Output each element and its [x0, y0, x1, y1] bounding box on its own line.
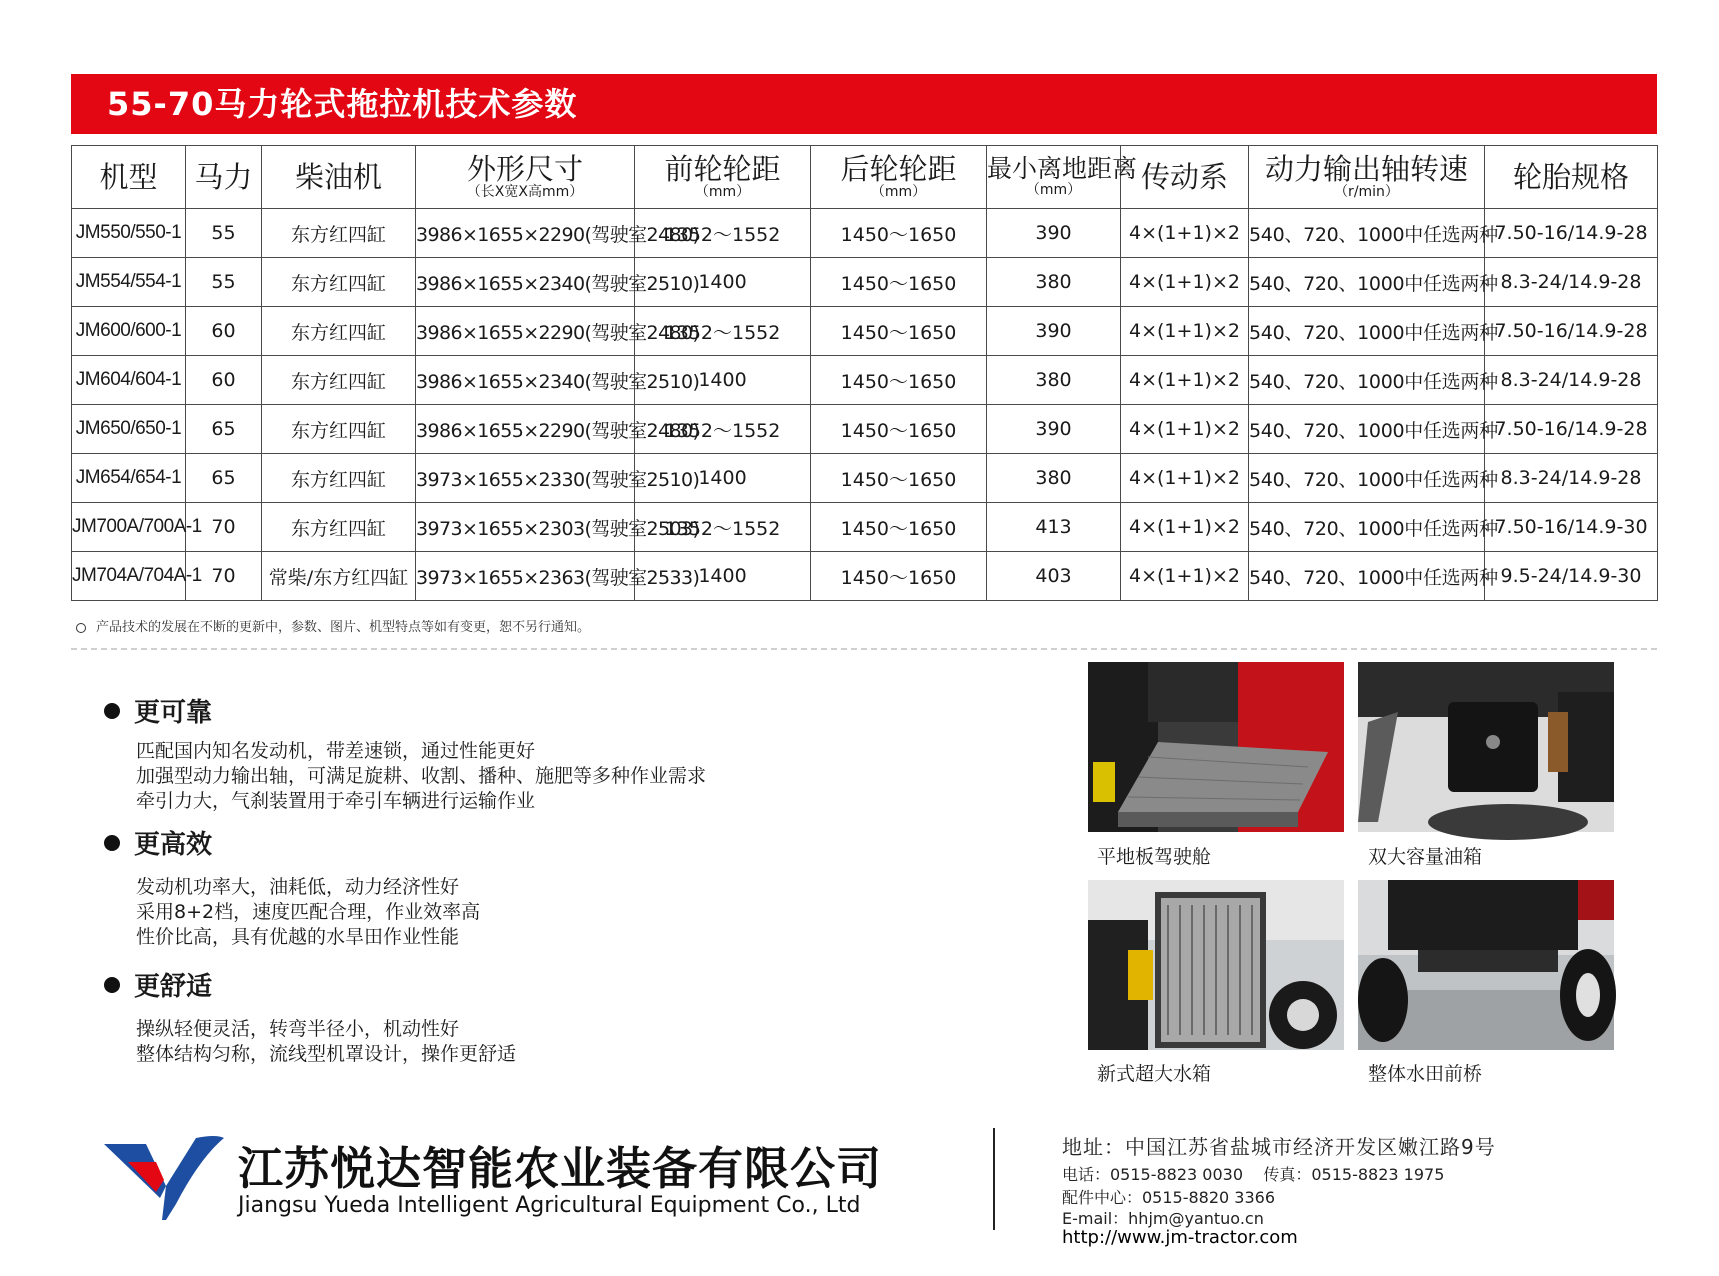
cell-model: JM654/654-1 [72, 454, 186, 503]
cell-pto-speed: 540、720、1000中任选两种 [1249, 552, 1485, 601]
cell-rear-track: 1450～1650 [811, 307, 987, 356]
cell-ground-clearance: 390 [987, 307, 1121, 356]
contact-phone-fax: 电话：0515-8823 0030 传真：0515-8823 1975 [1062, 1165, 1445, 1184]
contact-address: 地址：中国江苏省盐城市经济开发区嫩江路9号 [1062, 1135, 1496, 1159]
photo-caption: 平地板驾驶舱 [1097, 846, 1212, 868]
cell-tire-spec: 7.50-16/14.9-28 [1485, 405, 1658, 454]
cell-model: JM604/604-1 [72, 356, 186, 405]
feature-efficient [104, 824, 480, 950]
photo-paddy-front-axle [1358, 880, 1614, 1050]
cell-transmission: 4×(1+1)×2 [1121, 307, 1249, 356]
cell-horsepower: 70 [186, 503, 262, 552]
cell-model: JM554/554-1 [72, 258, 186, 307]
cell-rear-track: 1450～1650 [811, 209, 987, 258]
cell-rear-track: 1450～1650 [811, 258, 987, 307]
cell-transmission: 4×(1+1)×2 [1121, 209, 1249, 258]
feature-line: 牵引力大，气刹装置用于牵引车辆进行运输作业 [136, 790, 536, 812]
cell-ground-clearance: 390 [987, 405, 1121, 454]
feature-comfortable [104, 966, 516, 1067]
disclaimer-note: 产品技术的发展在不断的更新中，参数、图片、机型特点等如有变更，恕不另行通知。 [76, 616, 590, 635]
cell-front-track: 1352～1552 [635, 209, 811, 258]
cell-dimensions: 3986×1655×2340(驾驶室2510) [416, 356, 635, 405]
cell-horsepower: 55 [186, 258, 262, 307]
company-name-cn: 江苏悦达智能农业装备有限公司 [238, 1142, 883, 1195]
cell-horsepower: 65 [186, 454, 262, 503]
table-header-row [72, 146, 1658, 209]
cell-ground-clearance: 390 [987, 209, 1121, 258]
bullet-icon [104, 977, 120, 993]
company-name-en: Jiangsu Yueda Intelligent Agricultural Equipment Co., Ltd [238, 1193, 861, 1218]
cell-front-track: 1400 [635, 258, 811, 307]
photo-flat-floor-cab [1088, 662, 1344, 832]
cell-engine: 东方红四缸 [262, 454, 416, 503]
table-row [72, 209, 1658, 258]
cell-front-track: 1400 [635, 356, 811, 405]
cell-rear-track: 1450～1650 [811, 356, 987, 405]
dashed-divider [71, 648, 1657, 650]
cell-front-track: 1352～1552 [635, 307, 811, 356]
cell-transmission: 4×(1+1)×2 [1121, 405, 1249, 454]
cell-dimensions: 3986×1655×2290(驾驶室2480) [416, 307, 635, 356]
cell-rear-track: 1450～1650 [811, 503, 987, 552]
photo-caption: 整体水田前桥 [1368, 1063, 1483, 1085]
cell-engine: 东方红四缸 [262, 356, 416, 405]
table-row [72, 356, 1658, 405]
spec-table-body [72, 209, 1658, 601]
spec-table [71, 145, 1658, 601]
cell-pto-speed: 540、720、1000中任选两种 [1249, 307, 1485, 356]
contact-parts-center: 配件中心：0515-8820 3366 [1062, 1188, 1276, 1207]
cell-pto-speed: 540、720、1000中任选两种 [1249, 258, 1485, 307]
page-title: 55-70马力轮式拖拉机技术参数 [107, 85, 578, 123]
cell-transmission: 4×(1+1)×2 [1121, 356, 1249, 405]
cell-pto-speed: 540、720、1000中任选两种 [1249, 209, 1485, 258]
cell-model: JM650/650-1 [72, 405, 186, 454]
header-transmission: 传动系 [1121, 146, 1249, 209]
photo-caption: 新式超大水箱 [1097, 1063, 1212, 1085]
table-row [72, 307, 1658, 356]
photo-caption: 双大容量油箱 [1368, 846, 1483, 868]
cell-dimensions: 3973×1655×2330(驾驶室2510) [416, 454, 635, 503]
table-row [72, 405, 1658, 454]
header-front-track: 前轮轮距 （mm） [635, 146, 811, 209]
contact-website-link[interactable]: http://www.jm-tractor.com [1062, 1227, 1298, 1248]
header-tire-spec: 轮胎规格 [1485, 146, 1658, 209]
cell-rear-track: 1450～1650 [811, 552, 987, 601]
feature-title: 更高效 [134, 830, 213, 860]
feature-line: 发动机功率大，油耗低，动力经济性好 [136, 876, 460, 898]
cell-dimensions: 3986×1655×2290(驾驶室2480) [416, 209, 635, 258]
cell-ground-clearance: 380 [987, 356, 1121, 405]
cell-rear-track: 1450～1650 [811, 405, 987, 454]
cell-ground-clearance: 380 [987, 454, 1121, 503]
feature-reliable [104, 692, 706, 814]
cell-dimensions: 3986×1655×2290(驾驶室2480) [416, 405, 635, 454]
feature-line: 操纵轻便灵活，转弯半径小，机动性好 [136, 1018, 460, 1040]
cell-transmission: 4×(1+1)×2 [1121, 552, 1249, 601]
circle-icon [76, 623, 86, 633]
cell-horsepower: 65 [186, 405, 262, 454]
header-engine: 柴油机 [262, 146, 416, 209]
cell-transmission: 4×(1+1)×2 [1121, 454, 1249, 503]
bullet-icon [104, 703, 120, 719]
title-banner [71, 74, 1657, 134]
cell-rear-track: 1450～1650 [811, 454, 987, 503]
feature-line: 性价比高，具有优越的水旱田作业性能 [136, 926, 460, 948]
table-row [72, 258, 1658, 307]
cell-tire-spec: 7.50-16/14.9-28 [1485, 307, 1658, 356]
cell-tire-spec: 8.3-24/14.9-28 [1485, 258, 1658, 307]
header-dimensions: 外形尺寸 （长X宽X高mm） [416, 146, 635, 209]
cell-horsepower: 60 [186, 307, 262, 356]
cell-dimensions: 3973×1655×2303(驾驶室2503) [416, 503, 635, 552]
cell-model: JM550/550-1 [72, 209, 186, 258]
cell-horsepower: 60 [186, 356, 262, 405]
cell-front-track: 1400 [635, 552, 811, 601]
feature-line: 匹配国内知名发动机，带差速锁，通过性能更好 [136, 740, 536, 762]
cell-engine: 东方红四缸 [262, 307, 416, 356]
cell-pto-speed: 540、720、1000中任选两种 [1249, 503, 1485, 552]
cell-engine: 东方红四缸 [262, 503, 416, 552]
cell-ground-clearance: 403 [987, 552, 1121, 601]
photo-radiator [1088, 880, 1344, 1050]
cell-ground-clearance: 380 [987, 258, 1121, 307]
contact-email[interactable]: E-mail：hhjm@yantuo.cn [1062, 1209, 1264, 1228]
cell-dimensions: 3973×1655×2363(驾驶室2533) [416, 552, 635, 601]
cell-model: JM704A/704A-1 [72, 552, 186, 601]
header-horsepower: 马力 [186, 146, 262, 209]
cell-pto-speed: 540、720、1000中任选两种 [1249, 454, 1485, 503]
table-row [72, 503, 1658, 552]
table-row [72, 552, 1658, 601]
cell-tire-spec: 7.50-16/14.9-30 [1485, 503, 1658, 552]
photo-dual-fuel-tank [1358, 662, 1614, 832]
feature-line: 整体结构匀称，流线型机罩设计，操作更舒适 [136, 1043, 517, 1065]
cell-pto-speed: 540、720、1000中任选两种 [1249, 405, 1485, 454]
footer-divider [993, 1128, 995, 1230]
cell-dimensions: 3986×1655×2340(驾驶室2510) [416, 258, 635, 307]
cell-front-track: 1352～1552 [635, 405, 811, 454]
feature-line: 采用8+2档，速度匹配合理，作业效率高 [136, 901, 481, 923]
cell-front-track: 1400 [635, 454, 811, 503]
cell-horsepower: 55 [186, 209, 262, 258]
cell-engine: 东方红四缸 [262, 209, 416, 258]
cell-engine: 常柴/东方红四缸 [262, 552, 416, 601]
feature-title: 更可靠 [134, 698, 213, 728]
header-model: 机型 [72, 146, 186, 209]
cell-ground-clearance: 413 [987, 503, 1121, 552]
feature-line: 加强型动力输出轴，可满足旋耕、收割、播种、施肥等多种作业需求 [136, 765, 707, 787]
cell-transmission: 4×(1+1)×2 [1121, 258, 1249, 307]
company-logo [104, 1128, 224, 1224]
cell-front-track: 1352～1552 [635, 503, 811, 552]
cell-tire-spec: 9.5-24/14.9-30 [1485, 552, 1658, 601]
cell-engine: 东方红四缸 [262, 258, 416, 307]
cell-model: JM700A/700A-1 [72, 503, 186, 552]
cell-tire-spec: 8.3-24/14.9-28 [1485, 454, 1658, 503]
header-rear-track: 后轮轮距 （mm） [811, 146, 987, 209]
cell-engine: 东方红四缸 [262, 405, 416, 454]
header-pto-speed: 动力输出轴转速 （r/min） [1249, 146, 1485, 209]
header-ground-clearance: 最小离地距离 （mm） [987, 146, 1121, 209]
table-row [72, 454, 1658, 503]
cell-horsepower: 70 [186, 552, 262, 601]
cell-transmission: 4×(1+1)×2 [1121, 503, 1249, 552]
cell-pto-speed: 540、720、1000中任选两种 [1249, 356, 1485, 405]
bullet-icon [104, 835, 120, 851]
feature-title: 更舒适 [134, 972, 213, 1002]
cell-model: JM600/600-1 [72, 307, 186, 356]
cell-tire-spec: 8.3-24/14.9-28 [1485, 356, 1658, 405]
cell-tire-spec: 7.50-16/14.9-28 [1485, 209, 1658, 258]
